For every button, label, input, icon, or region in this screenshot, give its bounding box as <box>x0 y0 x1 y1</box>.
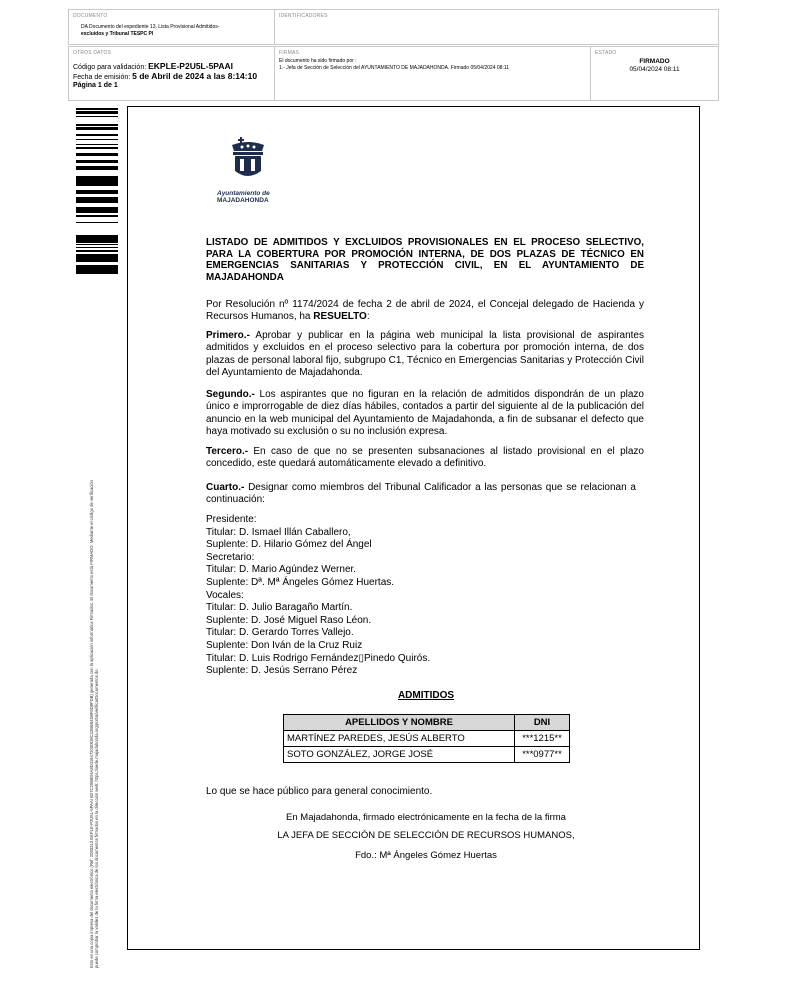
documento-line1: DA Documento del expediente 13. Lista Provisional Admitidos- <box>81 24 220 30</box>
tercero-text: En caso de que no se presenten subsanaciones al listado provisional en el plazo concedido, este quedará automáticamente elevado a definitivo. <box>206 446 644 470</box>
barcode-bar <box>76 272 118 274</box>
document-title: LISTADO DE ADMITIDOS Y EXCLUIDOS PROVISIONALES EN EL PROCESO SELECTIVO, PARA LA COBERTURA POR PROMOCIÓN INTERNA, DE DOS PLAZAS DE TÉCNICO EN EMERGENCIAS SANITARIAS Y PROTECCIÓN CIVIL, EN EL AYUNTAMIENTO DE MAJADAHONDA <box>206 237 644 283</box>
logo-line2: MAJADAHONDA <box>217 197 269 204</box>
table-header-row <box>284 715 570 731</box>
identificadores-cell <box>275 10 718 44</box>
cuarto-label: Cuarto.- <box>206 482 245 493</box>
barcode-bar <box>76 254 118 255</box>
cell-dni: ***1215** <box>515 731 570 747</box>
barcode-bar <box>76 193 118 194</box>
intro-text: Por Resolución nº 1174/2024 de fecha 2 de abril de 2024, el Concejal delegado de Hacienda y Recursos Humanos, ha <box>206 299 644 323</box>
tribunal-item: Titular: D. Mario Agúndez Werner. <box>206 564 357 576</box>
tribunal-list <box>206 514 644 678</box>
barcode-bar <box>76 255 118 257</box>
barcode-bar <box>76 244 118 245</box>
column-header-dni: DNI <box>515 715 570 731</box>
admitidos-table <box>283 714 570 763</box>
identificadores-label: IDENTIFICADORES <box>279 13 328 19</box>
firmas-content <box>279 58 509 71</box>
intro-paragraph <box>206 299 644 324</box>
tribunal-item: Suplente: D. Jesús Serrano Pérez <box>206 665 358 677</box>
otros-datos-cell <box>69 47 275 100</box>
barcode-bar <box>76 212 118 213</box>
tribunal-item: Titular: D. Ismael Illán Caballero, <box>206 526 351 538</box>
barcode-bar <box>76 147 118 148</box>
tribunal-item: Titular: D. Julio Baragaño Martín. <box>206 602 353 614</box>
barcode-bar <box>76 265 118 267</box>
estado-label: ESTADO <box>595 50 617 56</box>
barcode-bar <box>76 270 118 272</box>
pagina-indicator: Página 1 de 1 <box>73 82 118 89</box>
barcode-bar <box>76 176 118 177</box>
tribunal-item: Titular: D. Luis Rodrigo Fernández▯Pinedo Quirós. <box>206 652 431 664</box>
barcode-bar <box>76 180 118 183</box>
cell-dni: ***0977** <box>515 747 570 763</box>
cuarto-text: Designar como miembros del Tribunal Calificador a las personas que se relacionan a continuación: <box>206 482 636 506</box>
segundo-label: Segundo.- <box>206 389 255 400</box>
barcode-bar <box>76 139 118 140</box>
side-text-line1: Esto es una copia impresa del documento electrónico (Ref: 2083313 EKPLE-P2U5L-5PAAI B27C20B8D4A8D11947200DD8C42B6B4D8F8D8FDB) generada con la aplicación informática Firmadoc. El documento está FIRMADO. Mediante el código de verificación <box>89 480 94 968</box>
barcode-bar <box>76 260 118 262</box>
tribunal-item: Presidente: <box>206 514 257 525</box>
header-row-meta <box>68 46 719 101</box>
documento-value <box>81 24 219 37</box>
segundo-text: Los aspirantes que no figuran en la relación de admitidos dispondrán de un plazo único e improrrogable de diez días hábiles, contados a partir del siguiente al de la publicación del anuncio en la web municipal del Ayuntamiento de Majadahonda, a fin de subsanar el defecto que haya motivado su exclusión o su no inclusión expresa. <box>206 389 644 437</box>
fecha-label: Fecha de emisión: <box>73 74 131 81</box>
barcode-bar <box>76 111 118 113</box>
coat-of-arms-logo <box>213 137 283 207</box>
barcode-bar <box>76 238 118 240</box>
barcode-bar <box>76 210 118 212</box>
tribunal-item: Titular: D. Gerardo Torres Vallejo. <box>206 627 354 639</box>
barcode-bar <box>76 113 118 114</box>
tribunal-item: Vocales: <box>206 589 244 601</box>
tribunal-item: Suplente: Dª. Mª Ángeles Gómez Huertas. <box>206 576 395 588</box>
barcode-bar <box>76 108 118 110</box>
firmas-line1: El documento ha sido firmado por : <box>279 58 357 64</box>
cuarto-paragraph <box>206 482 636 507</box>
signature-role-line: LA JEFA DE SECCIÓN DE SELECCIÓN DE RECURSOS HUMANOS, <box>277 830 575 841</box>
primero-label: Primero.- <box>206 330 250 341</box>
barcode-bar <box>76 250 118 252</box>
firmas-label: FIRMAS <box>279 50 300 56</box>
tribunal-item: Suplente: D. Hilario Gómez del Ángel <box>206 539 372 551</box>
barcode-bar <box>76 267 118 270</box>
tribunal-item: Secretario: <box>206 551 255 563</box>
firmas-cell <box>275 47 591 100</box>
barcode-bar <box>76 127 118 130</box>
documento-cell <box>69 10 275 44</box>
barcode-bar <box>76 148 118 149</box>
barcode-bar <box>76 134 118 136</box>
documento-label: DOCUMENTO <box>73 13 108 19</box>
fecha-value: 5 de Abril de 2024 a las 8:14:10 <box>132 71 258 81</box>
barcode-bar <box>76 144 118 145</box>
segundo-paragraph <box>206 389 644 438</box>
barcode-bar <box>76 124 118 126</box>
barcode-bar <box>76 236 118 238</box>
barcode-bar <box>76 200 118 202</box>
intro-resuelto: RESUELTO <box>313 311 367 323</box>
tribunal-item: Suplente: Don Iván de la Cruz Ruiz <box>206 639 363 651</box>
documento-line2: excluidos y Tribunal TESPC PI <box>81 30 154 37</box>
barcode-bar <box>76 202 118 203</box>
barcode-bar <box>76 215 118 217</box>
barcode-bar <box>76 177 118 180</box>
barcode-bar <box>76 247 118 248</box>
barcode-bar <box>76 240 118 243</box>
primero-text: Aprobar y publicar en la página web municipal la lista provisional de aspirantes admitidos y excluidos en el proceso selectivo para la cobertura por promoción interna, de dos plazas de personal laboral fijo, subgrupo C1, Técnico en Emergencias Sanitarias y Protección Civil del Ayuntamiento de Majadahonda. <box>206 330 644 378</box>
logo-line1: Ayuntamiento de <box>217 190 270 197</box>
tribunal-item: Suplente: D. José Miguel Raso Léon. <box>206 614 372 626</box>
tercero-paragraph <box>206 446 644 471</box>
estado-value: FIRMADO <box>639 58 670 65</box>
side-text-line2: puede comprobar la validez de la firma electrónica de los documentos firmados en la dirección web: https://sede.majadahonda.org/portal/verificarDocumentos.do <box>94 669 100 968</box>
barcode-bar <box>76 197 118 198</box>
barcode-bar <box>76 190 118 193</box>
barcode <box>76 108 118 276</box>
barcode-bar <box>76 168 118 170</box>
side-verification-text <box>89 278 99 968</box>
primero-paragraph <box>206 330 644 379</box>
barcode-bar <box>76 222 118 223</box>
intro-suffix: : <box>366 311 370 323</box>
codigo-label: Código para validación: <box>73 64 147 71</box>
estado-date: 05/04/2024 08:11 <box>629 66 680 73</box>
column-header-name: APELLIDOS Y NOMBRE <box>284 715 515 731</box>
otros-datos-label: OTROS DATOS <box>73 50 112 56</box>
barcode-bar <box>76 257 118 260</box>
signature-name-line: Fdo.: Mª Ángeles Gómez Huertas <box>355 850 497 861</box>
tercero-label: Tercero.- <box>206 446 249 457</box>
barcode-bar <box>76 160 118 163</box>
header-row-document <box>68 9 719 45</box>
cell-name: MARTÍNEZ PAREDES, JESÚS ALBERTO <box>284 731 515 747</box>
firmas-line2: 1.- Jefa de Sección de Selección del AYUNTAMIENTO DE MAJADAHONDA. Firmado 05/04/2024 08:11 <box>279 64 510 71</box>
admitidos-heading: ADMITIDOS <box>397 690 455 701</box>
closing-text: Lo que se hace público para general conocimiento. <box>206 786 433 797</box>
barcode-bar <box>76 166 118 168</box>
codigo-value: EKPLE-P2U5L-5PAAI <box>148 61 233 71</box>
cell-name: SOTO GONZÁLEZ, JORGE JOSÉ <box>284 747 515 763</box>
barcode-bar <box>76 116 118 117</box>
estado-cell <box>591 47 718 100</box>
table-row <box>284 747 570 763</box>
barcode-bar <box>76 207 118 210</box>
table-row <box>284 731 570 747</box>
estado-content <box>591 58 718 74</box>
barcode-bar <box>76 235 118 236</box>
crest-icon <box>213 137 283 185</box>
signature-date-line: En Majadahonda, firmado electrónicamente en la fecha de la firma <box>286 812 566 823</box>
barcode-bar <box>76 153 118 156</box>
barcode-bar <box>76 183 118 186</box>
otros-datos-content <box>73 62 257 90</box>
barcode-bar <box>76 198 118 200</box>
